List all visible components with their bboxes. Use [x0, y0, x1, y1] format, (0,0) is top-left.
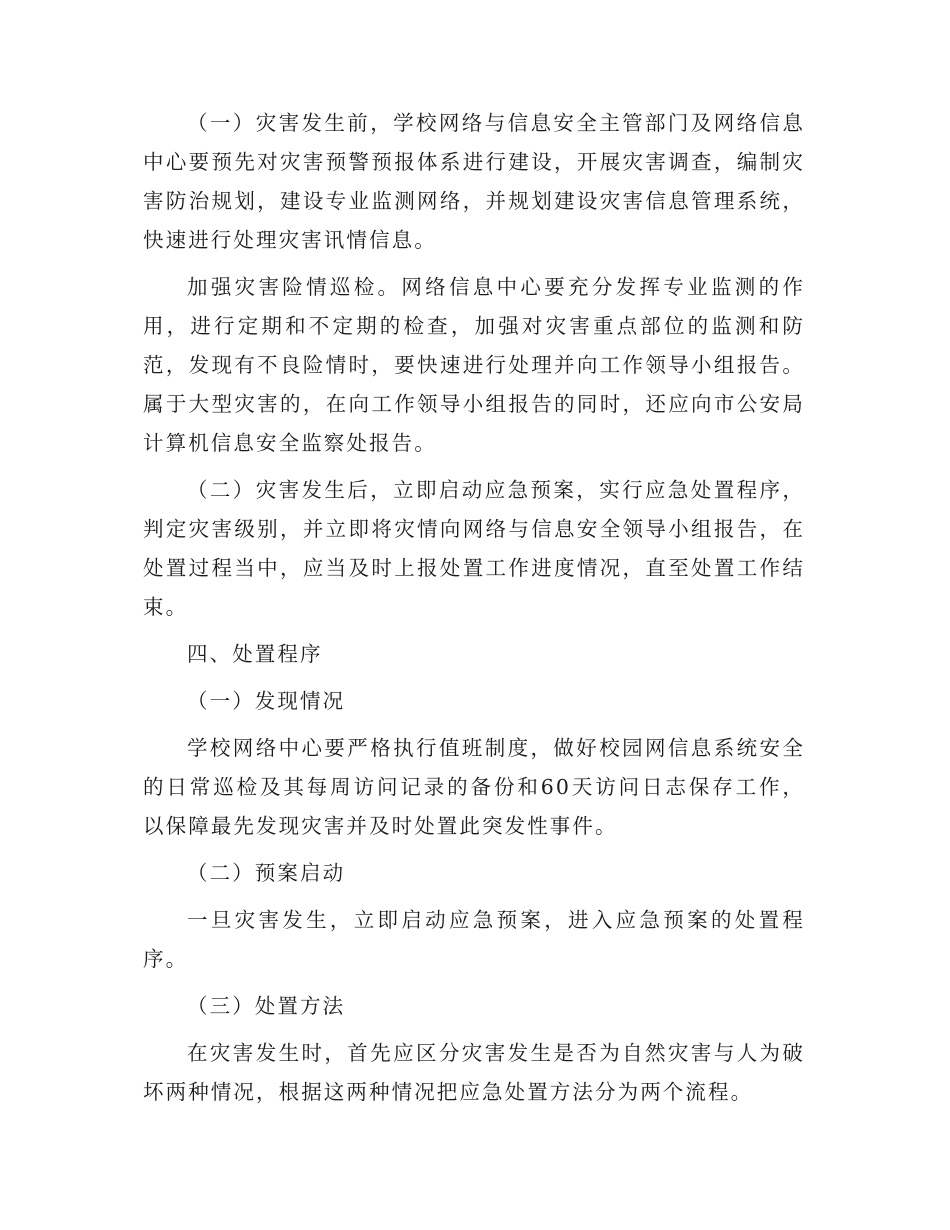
paragraph-methods: 在灾害发生时，首先应区分灾害发生是否为自然灾害与人为破坏两种情况，根据这两种情况把应急处置方法分为两个流程。	[143, 1041, 805, 1104]
subheading-plan-activation: （二）预案启动	[187, 861, 346, 885]
section-heading-procedure: 四、处置程序	[187, 642, 323, 666]
paragraph-pre-disaster: （一）灾害发生前，学校网络与信息安全主管部门及网络信息中心要预先对灾害预警预报体系进行建设，开展灾害调查，编制灾害防治规划，建设专业监测网络，并规划建设灾害信息管理系统，快速进行处理灾害讯情信息。	[143, 111, 805, 252]
subheading-discovery: （一）发现情况	[187, 689, 346, 713]
document-body	[143, 104, 805, 1120]
paragraph-inspection: 加强灾害险情巡检。网络信息中心要充分发挥专业监测的作用，进行定期和不定期的检查，加强对灾害重点部位的监测和防范，发现有不良险情时，要快速进行处理并向工作领导小组报告。属于大型灾害的，在向工作领导小组报告的同时，还应向市公安局计算机信息安全监察处报告。	[143, 275, 805, 455]
paragraph-plan-activation: 一旦灾害发生，立即启动应急预案，进入应急预案的处置程序。	[143, 908, 805, 971]
paragraph-post-disaster: （二）灾害发生后，立即启动应急预案，实行应急处置程序，判定灾害级别，并立即将灾情向网络与信息安全领导小组报告，在处置过程当中，应当及时上报处置工作进度情况，直至处置工作结束。	[143, 478, 805, 619]
subheading-methods: （三）处置方法	[187, 994, 346, 1018]
paragraph-discovery: 学校网络中心要严格执行值班制度，做好校园网信息系统安全的日常巡检及其每周访问记录的备份和60天访问日志保存工作，以保障最先发现灾害并及时处置此突发性事件。	[143, 736, 805, 838]
